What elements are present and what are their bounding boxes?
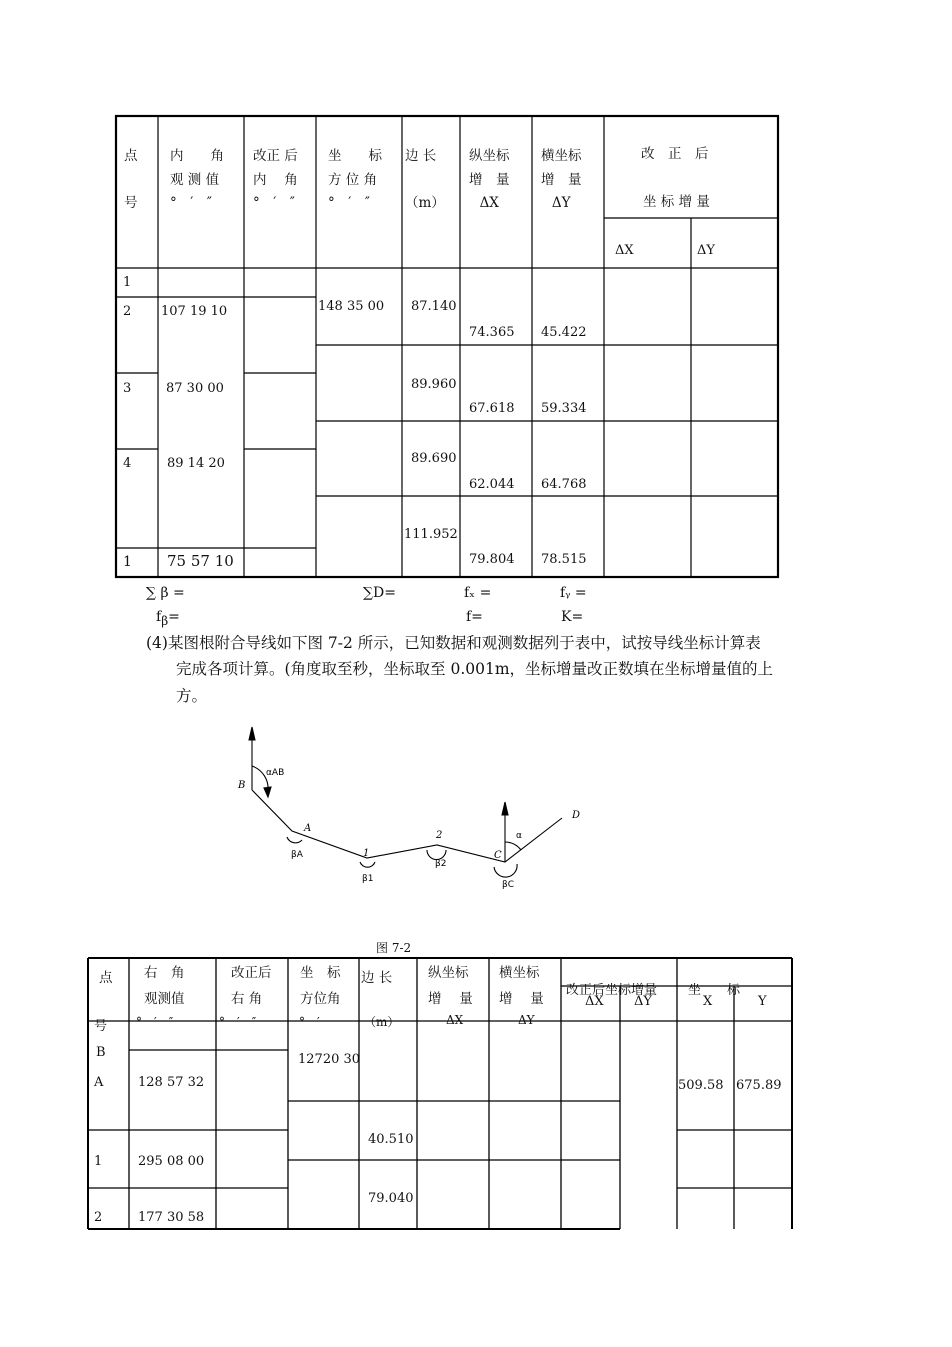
t2-header-point: 点 xyxy=(99,970,113,986)
t2-header-corr-dy: ΔY xyxy=(634,994,652,1009)
t1-header-side: 边 长 （m） xyxy=(405,148,445,212)
t1-side: 111.952 xyxy=(404,527,458,542)
t1-fy: fᵧ = xyxy=(560,585,587,601)
t1-dx: 74.365 xyxy=(469,325,515,340)
fig-label-2: 2 xyxy=(436,830,443,841)
t2-header-angle: 右 角 观测值 xyxy=(144,965,185,1007)
t2-angle: 295 08 00 xyxy=(138,1154,205,1169)
t1-header-corr-dy: ΔY xyxy=(697,243,715,258)
t1-header-point: 点 号 xyxy=(124,148,138,212)
t2-header-x: X xyxy=(703,994,713,1009)
t2-header-dx: 纵坐标 增 量 xyxy=(428,965,473,1007)
t1-point: 3 xyxy=(123,381,132,396)
t1-point: 1 xyxy=(123,554,132,570)
t1-dx: 67.618 xyxy=(469,401,515,416)
problem-line-1: (4)某图根附合导线如下图 7-2 所示，已知数据和观测数据列于表中，试按导线坐标计算表 xyxy=(146,634,761,652)
t1-header-corrected-angle: 改正 后 内 角 ° ′ ″ xyxy=(253,148,298,212)
fig-label-beta-a: βA xyxy=(291,850,303,860)
problem-line-3: 方。 xyxy=(176,686,208,705)
t2-header-dy: 横坐标 增 量 xyxy=(499,965,544,1007)
t1-k: K= xyxy=(561,609,584,625)
t1-dx: 62.044 xyxy=(469,477,515,492)
t1-side: 89.960 xyxy=(411,377,457,392)
t1-header-azimuth: 坐 标 方 位 角 ° ′ ″ xyxy=(328,148,382,212)
t2-point: B xyxy=(96,1045,106,1060)
t2-azimuth: 12720 30 xyxy=(298,1052,361,1067)
t2-x: 509.58 xyxy=(678,1078,724,1093)
t1-header-corrected-bottom: 坐 标 增 量 xyxy=(643,194,710,210)
t1-f: f= xyxy=(466,609,483,625)
t2-header-dx-units: ΔX xyxy=(446,1013,464,1027)
t2-y: 675.89 xyxy=(736,1078,782,1093)
t1-point: 4 xyxy=(123,456,132,471)
t2-side: 40.510 xyxy=(368,1132,414,1147)
t2-header-corr-dx: ΔX xyxy=(585,994,604,1009)
t2-point: A xyxy=(94,1075,104,1090)
t2-header-coordinates: 坐 标 xyxy=(688,983,741,998)
t1-dy: 45.422 xyxy=(541,325,587,340)
fig-label-alpha-ab: αAB xyxy=(266,768,285,778)
t1-dx: 79.804 xyxy=(469,552,515,567)
fig-label-A: A xyxy=(304,823,312,834)
t2-header-corrected-increments: 改正后坐标增量 xyxy=(566,983,658,998)
fig-label-B: B xyxy=(238,780,246,791)
fig-label-D: D xyxy=(572,810,581,821)
t1-angle: 87 30 00 xyxy=(166,381,224,396)
t1-fx: fₓ = xyxy=(464,585,492,601)
t1-dy: 64.768 xyxy=(541,477,587,492)
t1-point: 1 xyxy=(123,275,132,290)
t2-header-point-bottom: 号 xyxy=(94,1019,108,1034)
t2-header-dy-units: ΔY xyxy=(518,1013,535,1027)
t1-point: 2 xyxy=(123,304,132,319)
t1-dy: 59.334 xyxy=(541,401,587,416)
t2-header-y: Y xyxy=(758,994,767,1009)
t2-header-corrected-units: ° ′ ″ xyxy=(219,1015,257,1029)
fig-label-alpha: α xyxy=(516,831,522,841)
t1-header-corr-dx: ΔX xyxy=(615,243,634,258)
t2-row-b-point-clip xyxy=(88,1021,129,1060)
t1-header-inner-angle: 内 角 观 测 值 ° ′ ″ xyxy=(170,148,224,212)
fig-label-1: 1 xyxy=(363,848,370,859)
t1-fbeta: $f_\beta=$ xyxy=(156,609,180,628)
t1-sum-d: ∑D= xyxy=(363,585,396,601)
t1-angle: 107 19 10 xyxy=(161,304,228,319)
t1-angle: 89 14 20 xyxy=(167,456,225,471)
t1-sum-beta: ∑ β = xyxy=(146,585,185,601)
t2-row-2-clip xyxy=(88,1188,288,1228)
t2-header-corrected: 改正后 右 角 xyxy=(231,965,272,1007)
t2-header xyxy=(88,958,792,1034)
problem-line-2: 完成各项计算。(角度取至秒，坐标取至 0.001m，坐标增量改正数填在坐标增量值的上 xyxy=(176,660,774,679)
t1-side: 87.140 xyxy=(411,299,457,314)
fig-label-beta-2: β2 xyxy=(435,859,447,869)
fig-label-beta-1: β1 xyxy=(362,874,374,884)
figure-caption: 图 7-2 xyxy=(376,941,412,955)
t1-header-dx: 纵坐标 增 量 ΔX xyxy=(469,148,510,212)
t2-header-side: 边 长 xyxy=(361,970,393,986)
t2-header-side-units: （m） xyxy=(364,1015,400,1029)
fig-label-C: C xyxy=(494,850,502,861)
t2-angle: 177 30 58 xyxy=(138,1210,205,1225)
t2-header-azimuth-units: ° ′ xyxy=(299,1015,320,1029)
t1-azimuth: 148 35 00 xyxy=(318,299,385,314)
fig-label-beta-c: βC xyxy=(502,880,515,890)
t1-dy: 78.515 xyxy=(541,552,587,567)
t2-side: 79.040 xyxy=(368,1191,414,1206)
t1-header-dy: 横坐标 增 量 ΔY xyxy=(541,148,582,212)
t2-header-azimuth: 坐 标 方位角 xyxy=(300,965,341,1007)
t2-point: 1 xyxy=(94,1154,103,1169)
t2-angle: 128 57 32 xyxy=(138,1075,205,1090)
t1-header-corrected-top: 改 正 后 xyxy=(641,146,709,162)
t2-header-angle-units: ° ′ ″ xyxy=(136,1015,174,1029)
t2-point: 2 xyxy=(94,1210,103,1225)
t1-side: 89.690 xyxy=(411,451,457,466)
t1-angle: 75 57 10 xyxy=(167,552,234,570)
